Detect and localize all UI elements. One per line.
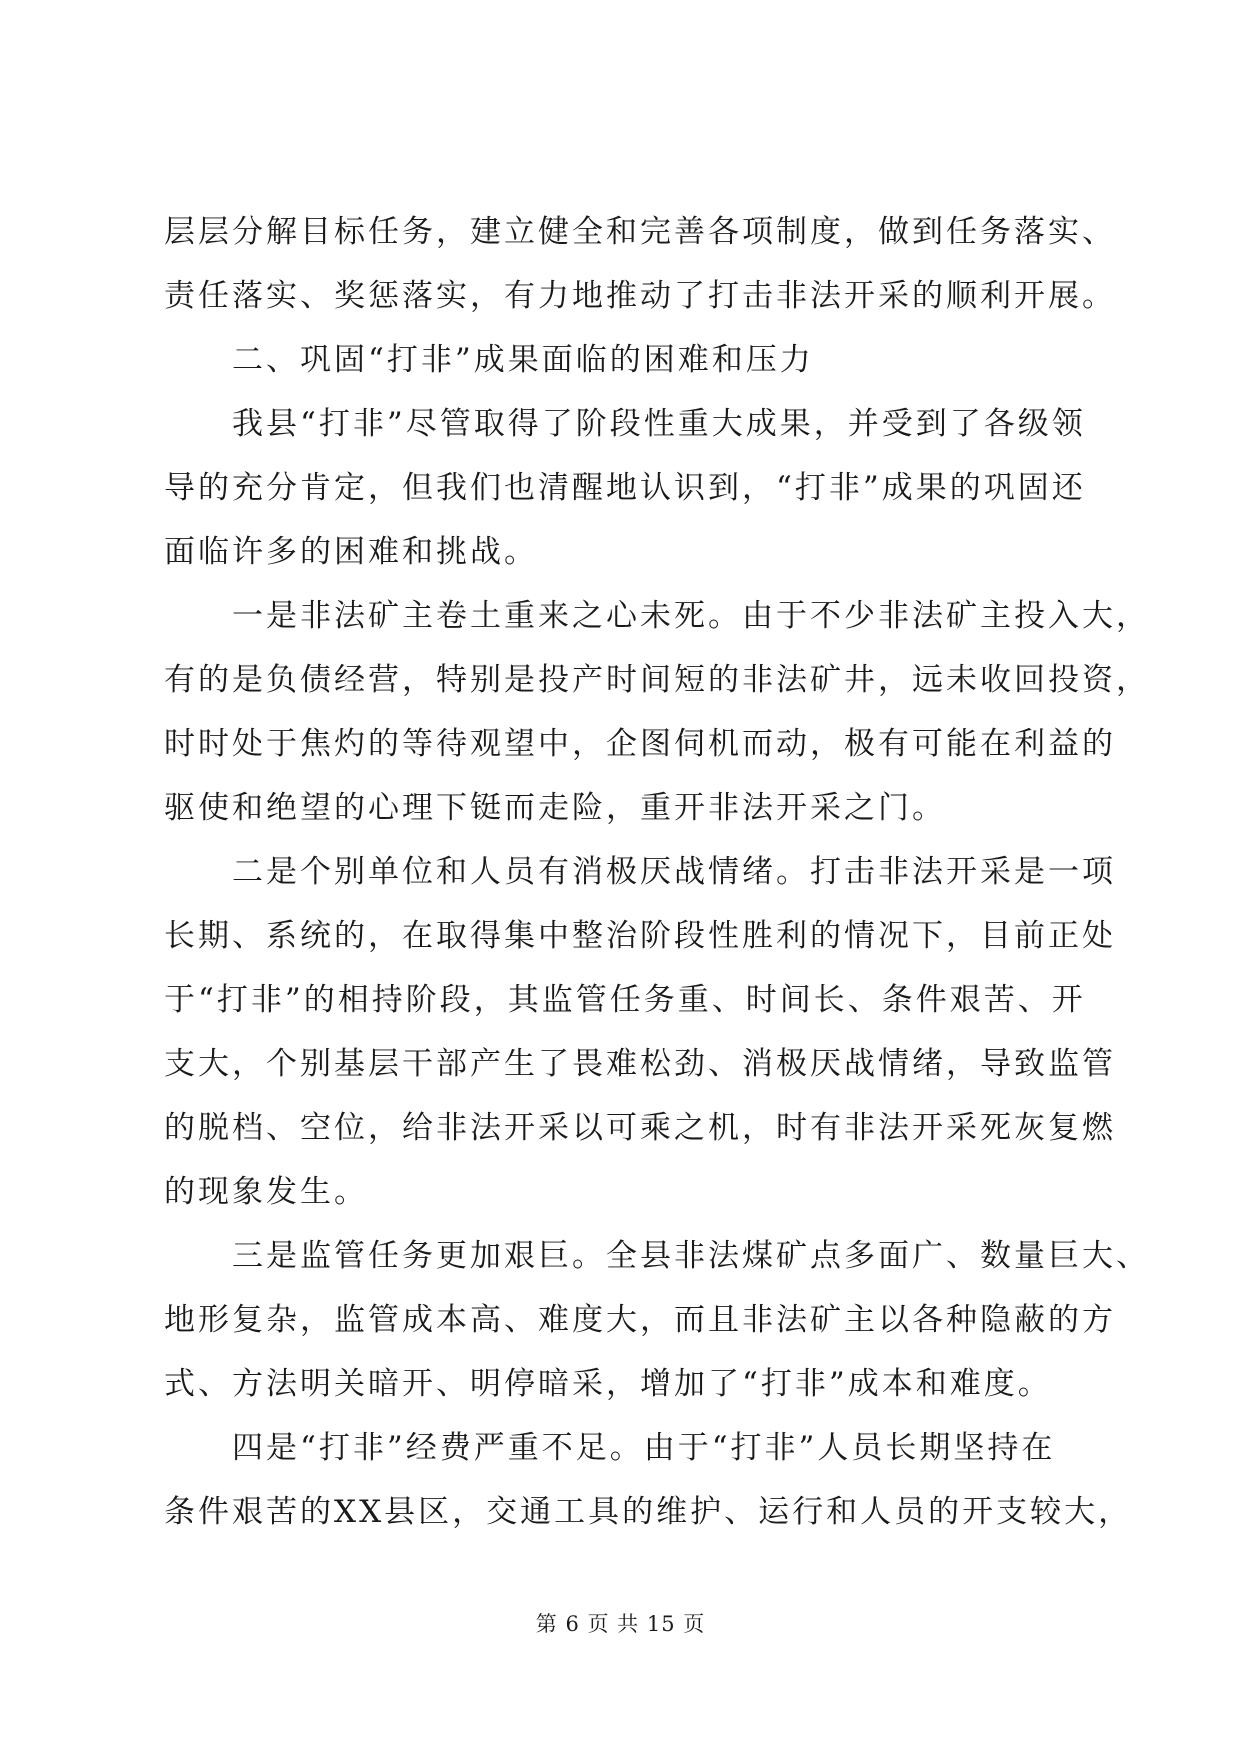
body-line: 二是个别单位和人员有消极厌战情绪。打击非法开采是一项 — [232, 854, 1116, 890]
body-line: 的现象发生。 — [164, 1174, 368, 1210]
body-line: 驱使和绝望的心理下铤而走险，重开非法开采之门。 — [164, 790, 946, 826]
body-line: 层层分解目标任务，建立健全和完善各项制度，做到任务落实、 — [164, 214, 1116, 250]
body-line: 于“打非”的相持阶段，其监管任务重、时间长、条件艰苦、开 — [164, 982, 1086, 1018]
body-line: 面临许多的困难和挑战。 — [164, 534, 538, 570]
body-line: 三是监管任务更加艰巨。全县非法煤矿点多面广、数量巨大、 — [232, 1238, 1150, 1274]
body-line: 支大，个别基层干部产生了畏难松劲、消极厌战情绪，导致监管 — [164, 1046, 1116, 1082]
body-line: 导的充分肯定，但我们也清醒地认识到，“打非”成果的巩固还 — [164, 470, 1086, 506]
body-line: 式、方法明关暗开、明停暗采，增加了“打非”成本和难度。 — [164, 1366, 1052, 1402]
page-number-footer: 第 6 页 共 15 页 — [535, 1612, 706, 1636]
body-line: 四是“打非”经费严重不足。由于“打非”人员长期坚持在 — [232, 1430, 1056, 1466]
document-body — [164, 200, 1150, 1544]
body-line: 责任落实、奖惩落实，有力地推动了打击非法开采的顺利开展。 — [164, 278, 1116, 314]
body-line: 时时处于焦灼的等待观望中，企图伺机而动，极有可能在利益的 — [164, 726, 1116, 762]
body-line: 地形复杂，监管成本高、难度大，而且非法矿主以各种隐蔽的方 — [164, 1302, 1116, 1338]
body-line: 的脱档、空位，给非法开采以可乘之机，时有非法开采死灰复燃 — [164, 1110, 1116, 1146]
body-line: 我县“打非”尽管取得了阶段性重大成果，并受到了各级领 — [232, 406, 1086, 442]
body-line: 有的是负债经营，特别是投产时间短的非法矿井，远未收回投资， — [164, 662, 1150, 698]
section-heading: 二、巩固“打非”成果面临的困难和压力 — [232, 342, 814, 378]
body-line: 条件艰苦的XX县区，交通工具的维护、运行和人员的开支较大， — [164, 1494, 1133, 1530]
body-line: 一是非法矿主卷土重来之心未死。由于不少非法矿主投入大， — [232, 598, 1150, 634]
body-line: 长期、系统的，在取得集中整治阶段性胜利的情况下，目前正处 — [164, 918, 1116, 954]
